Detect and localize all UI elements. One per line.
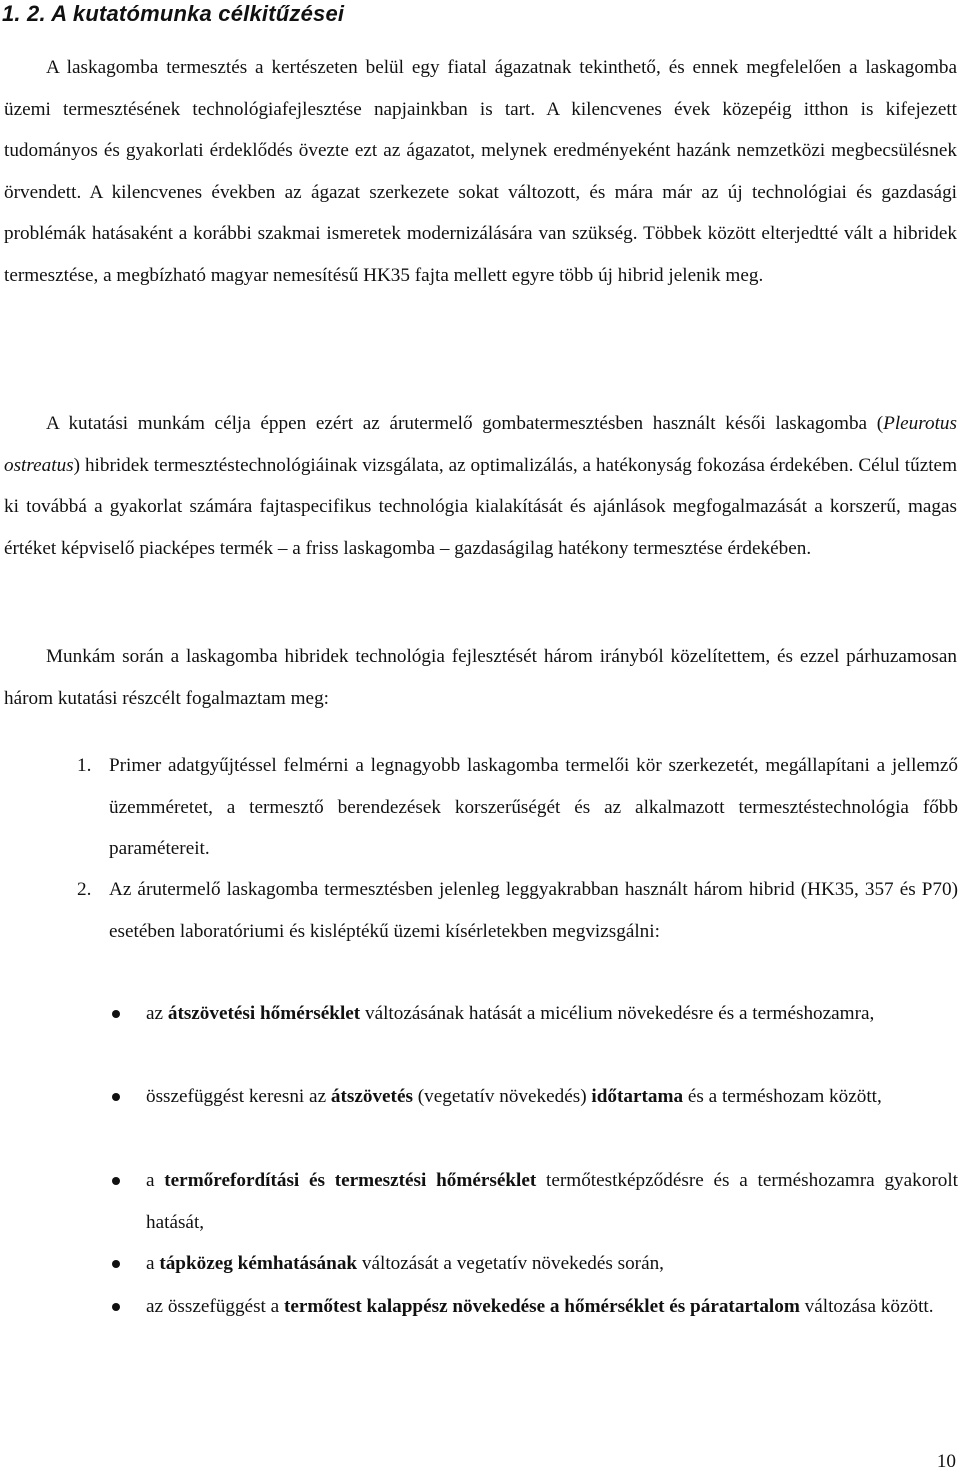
bullet-text-pre: a [146, 1170, 165, 1191]
bullet-dot-icon [112, 1010, 120, 1018]
bullet-text-post: változását a vegetatív növekedés során, [357, 1253, 664, 1274]
list-item-text: Primer adatgyűjtéssel felmérni a legnagyobb laskagomba termelői kör szerkezetét, megállapítani a jellemző üzemméretet, a termesztő berendezések korszerűségét és az alkalmazott termesztéstechnológia főbb paramétereit. [109, 755, 958, 860]
bullet-item-1 [0, 993, 958, 1035]
bullet-item-5 [0, 1286, 958, 1328]
bullet-text-mid: (vegetatív növekedés) [412, 1086, 592, 1107]
bullet-dot-icon [112, 1093, 120, 1101]
list-number: 1. [77, 755, 92, 776]
bullet-dot-icon [112, 1260, 120, 1268]
bullet-text-post: termőtestképződésre és a terméshozamra gyakorolt hatását, [146, 1170, 958, 1233]
bullet-text-pre: összefüggést keresni az [146, 1086, 331, 1107]
bullet-text-pre: az [146, 1003, 168, 1024]
bullet-item [0, 1243, 958, 1285]
paragraph-goal-part1: A kutatási munkám célja éppen ezért az árutermelő gombatermesztésben használt késői laskagomba ( [46, 413, 884, 434]
paragraph-goal-part2: ) hibridek termesztéstechnológiáinak vizsgálata, az optimalizálás, a hatékonyság fokozása érdekében. Célul tűztem ki továbbá a gyakorlat számára fajtaspecifikus technológia kialakítását és ajánlások megfogalmazását a korszerű, magas értéket képviselő piacképes termék – a friss laskagomba – gazdaságilag hatékony termesztése érdekében. [4, 454, 957, 559]
numbered-item-2 [0, 869, 958, 952]
bullet-dot-icon [112, 1177, 120, 1185]
bullet-text-post: változásának hatását a micélium növekedésre és a terméshozamra, [360, 1003, 875, 1024]
bullet-item [0, 1160, 958, 1243]
bullet-item-3 [0, 1160, 958, 1243]
paragraph-objectives [4, 636, 957, 719]
bullet-text-pre: az összefüggést a [146, 1296, 284, 1317]
bullet-item-2 [0, 1076, 958, 1118]
bullet-item [0, 1286, 958, 1328]
paragraph-research-goal [4, 403, 957, 569]
bullet-text-bold: termőtest kalapрész növekedése a hőmérséklet és páratartalom [284, 1296, 800, 1317]
section-heading: 1. 2. A kutatómunka célkitűzései [2, 1, 345, 26]
bullet-text-post: és a terméshozam között, [683, 1086, 882, 1107]
list-item [0, 869, 958, 952]
bullet-item-4 [0, 1243, 958, 1285]
paragraph-intro [4, 47, 957, 297]
bullet-text-bold-2: időtartama [591, 1086, 684, 1107]
list-number: 2. [77, 879, 92, 900]
numbered-item-1 [0, 745, 958, 870]
bullet-item [0, 1076, 958, 1118]
list-item [0, 745, 958, 870]
list-item-text: Az árutermelő laskagomba termesztésben jelenleg leggyakrabban használt három hibrid (HK35, 357 és P70) esetében laboratóriumi és kisléptékű üzemi kísérletekben megvizsgálni: [109, 879, 958, 942]
bullet-text-bold: tápközeg kémhatásának [159, 1253, 358, 1274]
bullet-text-post: változása között. [799, 1296, 934, 1317]
bullet-text-pre: a [146, 1253, 160, 1274]
bullet-text-bold: termőrefordítási és termesztési hőmérséklet [164, 1170, 537, 1191]
bullet-text-bold: átszövetési hőmérséklet [167, 1003, 361, 1024]
paragraph-intro-text: A laskagomba termesztés a kertészeten belül egy fiatal ágazatnak tekinthető, és ennek megfelelően a laskagomba üzemi termesztésének technológiafejlesztése napjainkban is tart. A kilencvenes évek közepéig itthon is kifejezett tudományos és gyakorlati érdeklődés övezte ezt az ágazatot, melynek eredményeként hazánk nemzetközi megbecsülésnek örvendett. A kilencvenes években az ágazat szerkezete sokat változott, és mára már az új technológiai és gazdasági problémák hatásaként a korábbi szakmai ismeretek modernizálására van szükség. Többek között elterjedtté vált a hibridek termesztése, a megbízható magyar nemesítésű HK35 fajta mellett egyre több új hibrid jelenik meg. [4, 57, 957, 286]
bullet-text-bold: átszövetés [330, 1086, 413, 1107]
paragraph-objectives-text: Munkám során a laskagomba hibridek technológia fejlesztését három irányból közelítettem, és ezzel párhuzamosan három kutatási részcélt fogalmaztam meg: [4, 646, 957, 709]
page-number: 10 [936, 1451, 956, 1472]
latin-species-name: Pleurotus ostreatus [4, 413, 957, 476]
bullet-item [0, 993, 958, 1035]
bullet-dot-icon [112, 1303, 120, 1311]
